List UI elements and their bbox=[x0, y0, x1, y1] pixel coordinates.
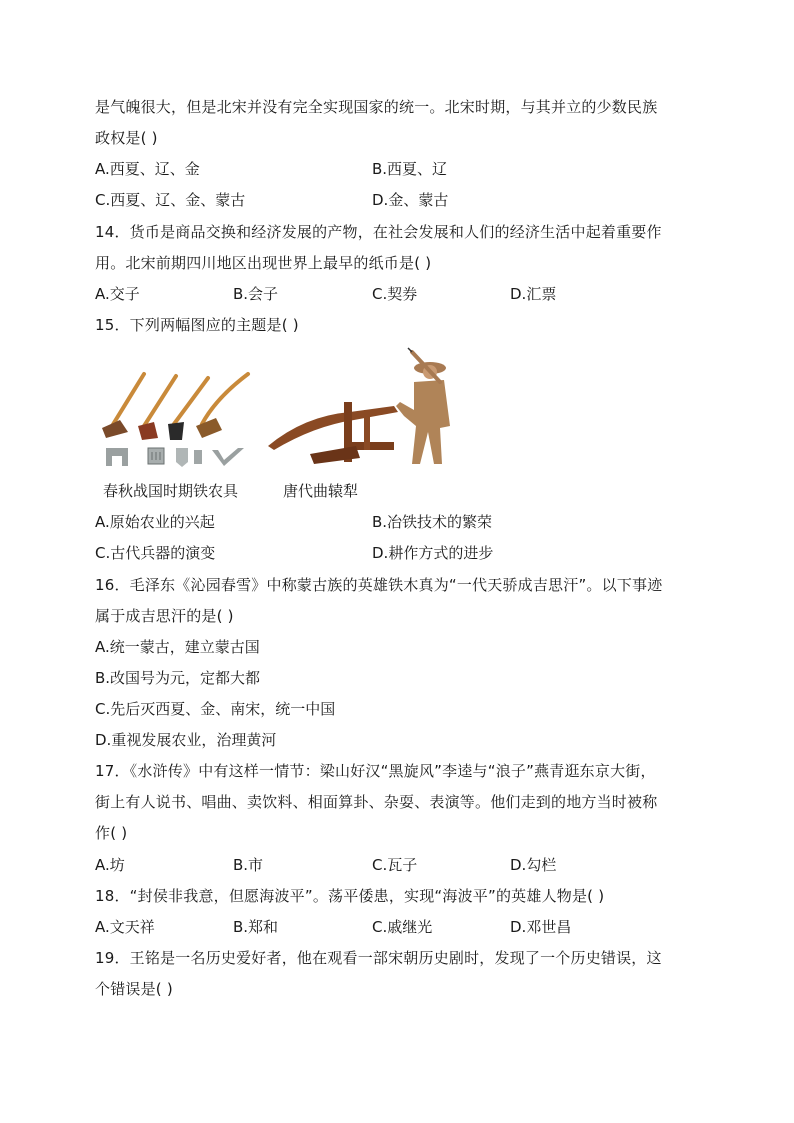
q17-option-b[interactable]: B.市 bbox=[233, 856, 264, 874]
q18-option-d[interactable]: D.邓世昌 bbox=[510, 918, 572, 936]
caption-curved-plow: 唐代曲辕犁 bbox=[283, 482, 359, 500]
q15-option-c[interactable]: C.古代兵器的演变 bbox=[95, 544, 216, 562]
q17-option-a[interactable]: A.坊 bbox=[95, 856, 125, 874]
tang-curved-plow-image bbox=[264, 346, 464, 470]
q14-option-a[interactable]: A.交子 bbox=[95, 285, 140, 303]
q13-text-line2: 政权是( ) bbox=[95, 129, 158, 147]
q19-text-line1: 19．王铭是一名历史爱好者，他在观看一部宋朝历史剧时，发现了一个历史错误，这 bbox=[95, 949, 662, 967]
q13-option-d[interactable]: D.金、蒙古 bbox=[372, 191, 449, 209]
q16-text-line1: 16．毛泽东《沁园春雪》中称蒙古族的英雄铁木真为“一代天骄成吉思汗”。以下事迹 bbox=[95, 576, 663, 594]
q17-option-d[interactable]: D.勾栏 bbox=[510, 856, 557, 874]
q15-option-a[interactable]: A.原始农业的兴起 bbox=[95, 513, 215, 531]
iron-farm-tools-image bbox=[98, 368, 256, 470]
q18-option-a[interactable]: A.文天祥 bbox=[95, 918, 155, 936]
q16-option-a[interactable]: A.统一蒙古，建立蒙古国 bbox=[95, 638, 260, 656]
q18-option-c[interactable]: C.戚继光 bbox=[372, 918, 433, 936]
q15-text-line1: 15．下列两幅图应的主题是( ) bbox=[95, 316, 299, 334]
q13-option-c[interactable]: C.西夏、辽、金、蒙古 bbox=[95, 191, 246, 209]
q17-option-c[interactable]: C.瓦子 bbox=[372, 856, 418, 874]
q14-text-line1: 14．货币是商品交换和经济发展的产物，在社会发展和人们的经济生活中起着重要作 bbox=[95, 223, 662, 241]
q19-text-line2: 个错误是( ) bbox=[95, 980, 173, 998]
q14-option-d[interactable]: D.汇票 bbox=[510, 285, 557, 303]
q18-option-b[interactable]: B.郑和 bbox=[233, 918, 279, 936]
q17-text-line2: 街上有人说书、唱曲、卖饮料、相面算卦、杂耍、表演等。他们走到的地方当时被称 bbox=[95, 793, 658, 811]
q14-text-line2: 用。北宋前期四川地区出现世界上最早的纸币是( ) bbox=[95, 254, 432, 272]
q13-option-b[interactable]: B.西夏、辽 bbox=[372, 160, 448, 178]
q13-text-line1: 是气魄很大，但是北宋并没有完全实现国家的统一。北宋时期，与其并立的少数民族 bbox=[95, 98, 658, 116]
q13-option-a[interactable]: A.西夏、辽、金 bbox=[95, 160, 200, 178]
q16-text-line2: 属于成吉思汗的是( ) bbox=[95, 607, 234, 625]
q17-text-line1: 17．《水浒传》中有这样一情节：梁山好汉“黑旋风”李逵与“浪子”燕青逛东京大街， bbox=[95, 762, 656, 780]
q14-option-c[interactable]: C.契券 bbox=[372, 285, 418, 303]
q17-text-line3: 作( ) bbox=[95, 824, 128, 842]
q16-option-b[interactable]: B.改国号为元，定都大都 bbox=[95, 669, 261, 687]
caption-iron-tools: 春秋战国时期铁农具 bbox=[103, 482, 239, 500]
q16-option-d[interactable]: D.重视发展农业，治理黄河 bbox=[95, 731, 277, 749]
q16-option-c[interactable]: C.先后灭西夏、金、南宋，统一中国 bbox=[95, 700, 336, 718]
q15-option-d[interactable]: D.耕作方式的进步 bbox=[372, 544, 494, 562]
q18-text-line1: 18．“封侯非我意，但愿海波平”。荡平倭患，实现“海波平”的英雄人物是( ) bbox=[95, 887, 605, 905]
q14-option-b[interactable]: B.会子 bbox=[233, 285, 279, 303]
q15-option-b[interactable]: B.冶铁技术的繁荣 bbox=[372, 513, 493, 531]
